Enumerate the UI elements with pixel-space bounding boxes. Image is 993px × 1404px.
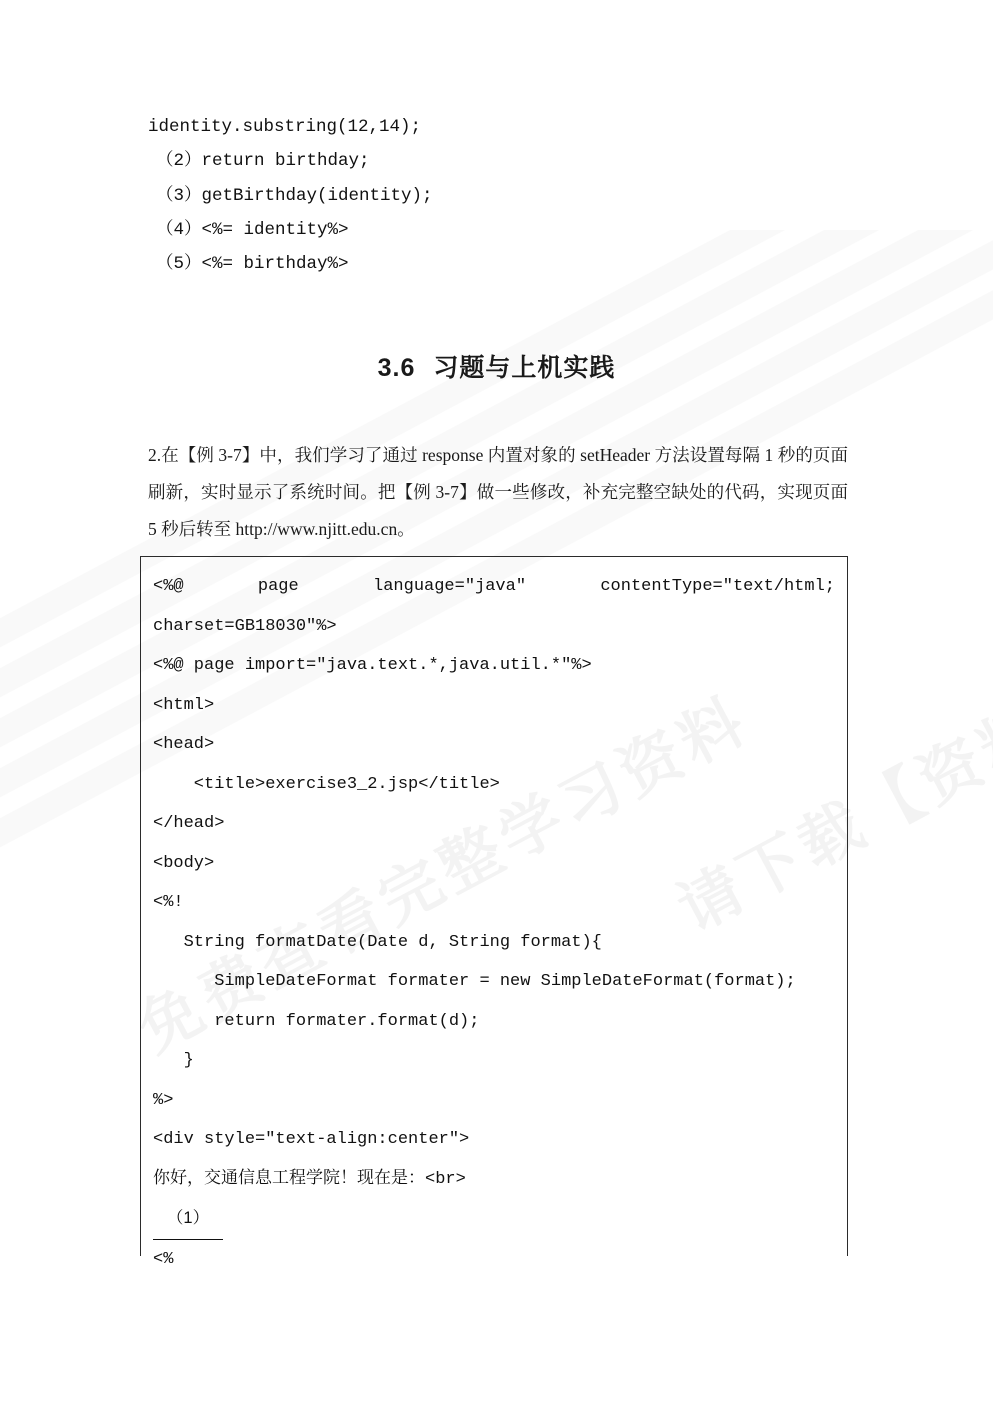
code-token: language="java" — [373, 577, 527, 596]
code-line: } — [153, 1051, 194, 1070]
code-line: <head> — [153, 735, 215, 754]
code-token: contentType="text/html; — [600, 577, 835, 596]
code-line: %> — [153, 1090, 174, 1110]
code-line: <div style="text-align:center"> — [153, 1130, 470, 1149]
code-line-blank — [153, 1199, 835, 1240]
code-line-first — [153, 567, 835, 607]
code-line: <title>exercise3_2.jsp</title> — [153, 774, 500, 794]
code-line-chinese: 你好，交通信息工程学院！现在是：<br> — [153, 1169, 466, 1189]
code-line: charset=GB18030"%> — [153, 616, 337, 636]
code-line: String formatDate(Date d, String format){ — [153, 932, 602, 952]
code-line: <%! — [153, 893, 184, 912]
code-token: page — [257, 577, 299, 596]
code-line: <%@ page import="java.text.*,java.util.*"%> — [153, 656, 592, 675]
code-line: （2）return birthday; — [156, 151, 370, 172]
paragraph-text: 2.在【例 3-7】中，我们学习了通过 response 内置对象的 setHeader 方法设置每隔 1 秒的页面刷新，实时显示了系统时间。把【例 3-7】做一些修改，补充完整空缺处的代码，实现页面 5 秒后转至 http://www.njitt.edu.cn。 — [148, 445, 848, 539]
code-line: return formater.format(d); — [153, 1011, 480, 1031]
code-token: <%@ — [153, 577, 184, 596]
code-line: （3）getBirthday(identity); — [156, 185, 433, 206]
code-line: <html> — [153, 695, 215, 715]
code-line: （4）<%= identity%> — [156, 219, 349, 240]
blank-answer-label: （1） — [153, 1199, 223, 1240]
code-line: （5）<%= birthday%> — [156, 254, 349, 274]
code-listing-box — [140, 556, 848, 1269]
code-line: </head> — [153, 814, 225, 833]
code-line: identity.substring(12,14); — [148, 117, 422, 137]
top-code-lines — [148, 118, 908, 289]
exercise-paragraph — [148, 437, 848, 548]
section-heading — [0, 348, 993, 384]
section-number: 3.6 — [377, 354, 416, 382]
code-line: <% — [153, 1249, 174, 1269]
section-title-text: 习题与上机实践 — [433, 354, 616, 382]
code-line: SimpleDateFormat formater = new SimpleDateFormat(format); — [153, 972, 796, 991]
code-line: <body> — [153, 853, 215, 873]
